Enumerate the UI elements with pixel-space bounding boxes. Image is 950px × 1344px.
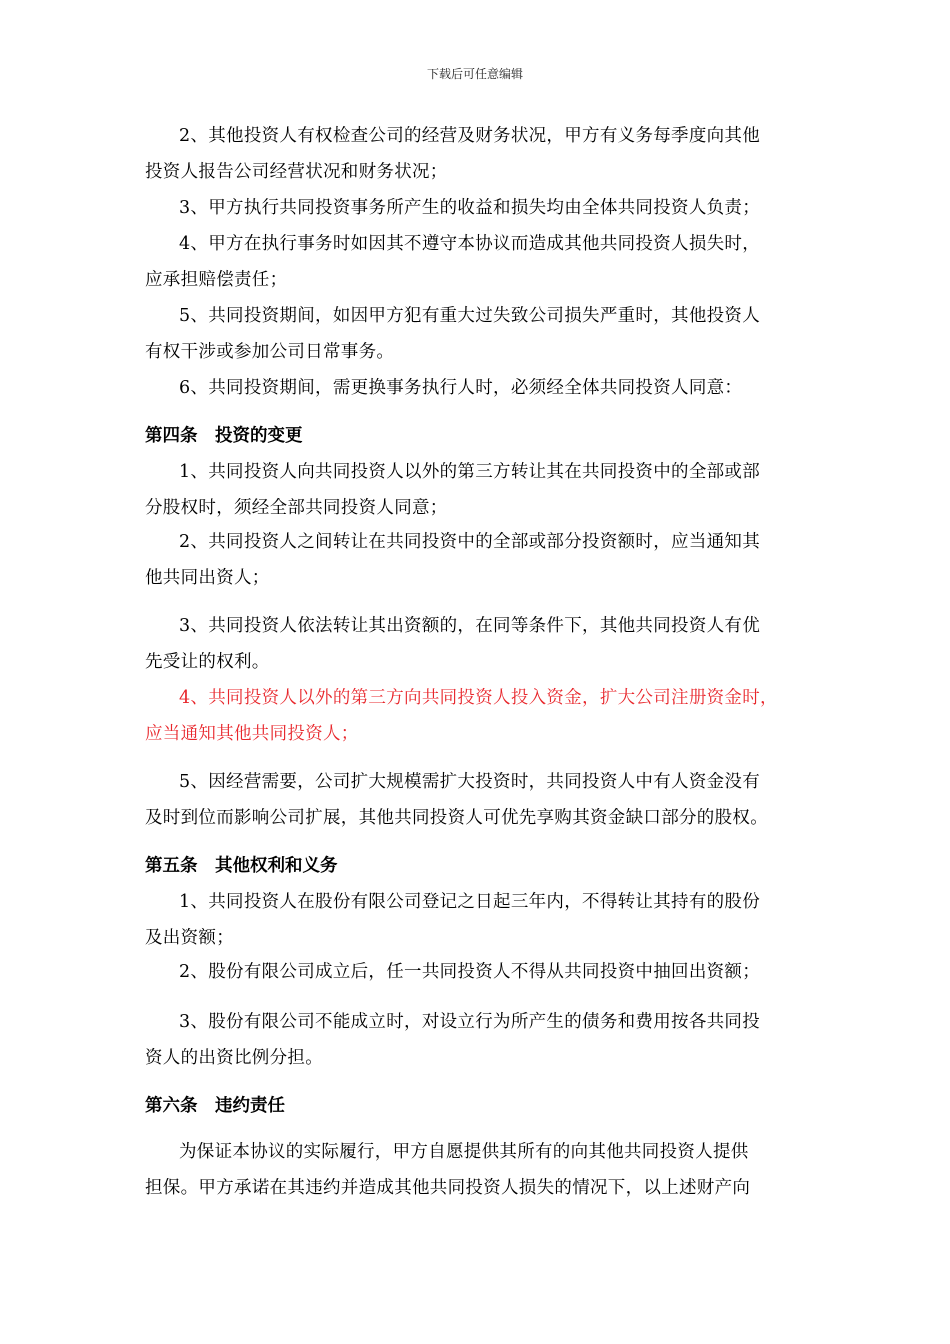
paragraph-line: 3、甲方执行共同投资事务所产生的收益和损失均由全体共同投资人负责； <box>179 198 761 218</box>
page-header: 下载后可任意编辑 <box>426 67 523 81</box>
paragraph <box>145 226 815 298</box>
paragraph-line: 5、因经营需要，公司扩大规模需扩大投资时，共同投资人中有人资金没有 <box>179 772 761 792</box>
paragraph-line: 及时到位而影响公司扩展，其他共同投资人可优先享购其资金缺口部分的股权。 <box>145 808 768 828</box>
paragraph-line: 2、共同投资人之间转让在共同投资中的全部或部分投资额时，应当通知其 <box>179 532 761 552</box>
paragraph-line: 分股权时，须经全部共同投资人同意； <box>145 498 448 518</box>
paragraph-line: 4、共同投资人以外的第三方向共同投资人投入资金，扩大公司注册资金时， <box>179 688 778 708</box>
section-heading-article-6: 第六条 违约责任 <box>145 1096 285 1116</box>
paragraph <box>145 370 815 406</box>
paragraph <box>145 454 815 526</box>
paragraph-line: 4、甲方在执行事务时如因其不遵守本协议而造成其他共同投资人损失时， <box>179 234 761 254</box>
paragraph-line: 资人的出资比例分担。 <box>145 1048 323 1068</box>
paragraph-line: 3、股份有限公司不能成立时，对设立行为所产生的债务和费用按各共同投 <box>179 1012 761 1032</box>
paragraph-line: 有权干涉或参加公司日常事务。 <box>145 342 395 362</box>
paragraph-line: 1、共同投资人向共同投资人以外的第三方转让其在共同投资中的全部或部 <box>179 462 761 482</box>
highlighted-paragraph <box>145 680 815 752</box>
paragraph-line: 担保。甲方承诺在其违约并造成其他共同投资人损失的情况下，以上述财产向 <box>145 1178 751 1198</box>
paragraph <box>145 1134 815 1206</box>
paragraph <box>145 764 815 836</box>
paragraph <box>145 884 815 956</box>
paragraph-line: 先受让的权利。 <box>145 652 270 672</box>
paragraph <box>145 190 815 226</box>
paragraph-line: 2、其他投资人有权检查公司的经营及财务状况，甲方有义务每季度向其他 <box>179 126 761 146</box>
paragraph-line: 他共同出资人； <box>145 568 270 588</box>
paragraph-line: 投资人报告公司经营状况和财务状况； <box>145 162 448 182</box>
paragraph <box>145 954 815 990</box>
paragraph-line: 及出资额； <box>145 928 234 948</box>
paragraph <box>145 118 815 190</box>
paragraph <box>145 1004 815 1076</box>
paragraph <box>145 524 815 596</box>
paragraph-line: 应承担赔偿责任； <box>145 270 288 290</box>
paragraph-line: 应当通知其他共同投资人； <box>145 724 359 744</box>
paragraph-line: 5、共同投资期间，如因甲方犯有重大过失致公司损失严重时，其他投资人 <box>179 306 761 326</box>
paragraph <box>145 608 815 680</box>
paragraph-line: 3、共同投资人依法转让其出资额的，在同等条件下，其他共同投资人有优 <box>179 616 761 636</box>
paragraph-line: 为保证本协议的实际履行，甲方自愿提供其所有的向其他共同投资人提供 <box>179 1142 749 1162</box>
paragraph <box>145 298 815 370</box>
paragraph-line: 1、共同投资人在股份有限公司登记之日起三年内，不得转让其持有的股份 <box>179 892 761 912</box>
section-heading-article-5: 第五条 其他权利和义务 <box>145 856 338 876</box>
paragraph-line: 6、共同投资期间，需更换事务执行人时，必须经全体共同投资人同意： <box>179 378 743 398</box>
section-heading-article-4: 第四条 投资的变更 <box>145 426 303 446</box>
paragraph-line: 2、股份有限公司成立后，任一共同投资人不得从共同投资中抽回出资额； <box>179 962 761 982</box>
